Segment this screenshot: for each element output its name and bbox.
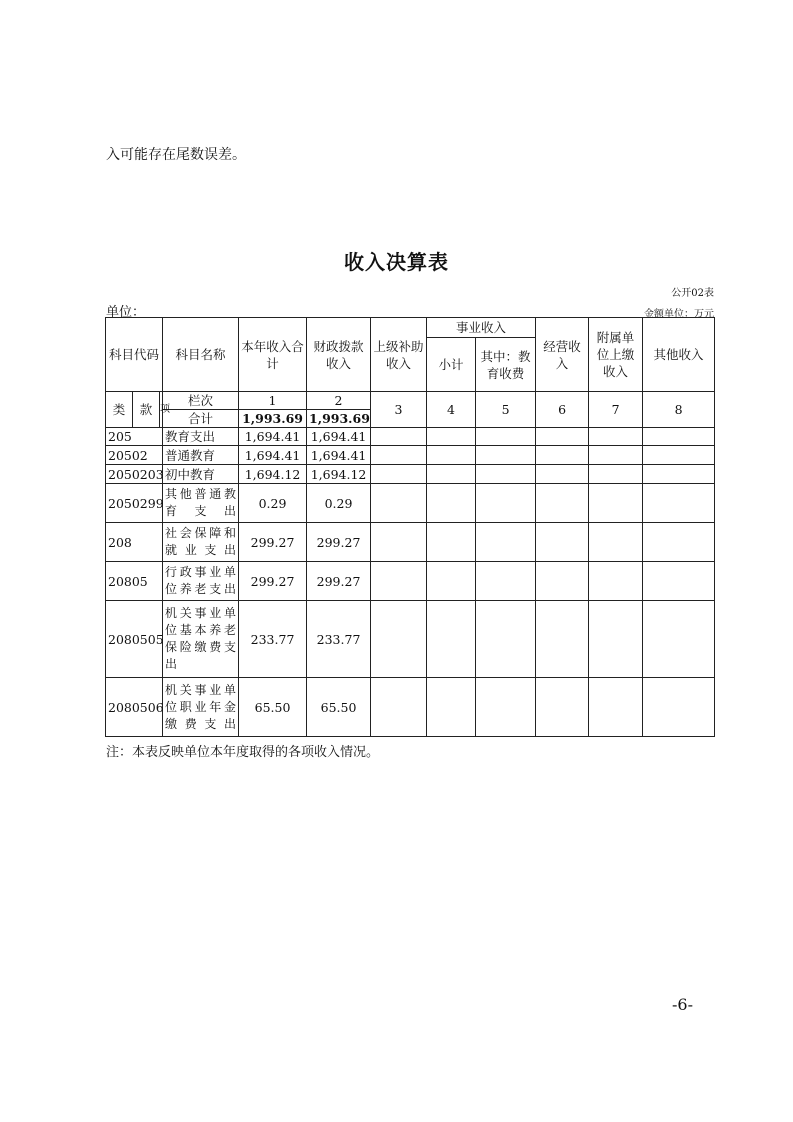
- col-num-4: 4: [427, 392, 476, 428]
- row-fiscal: 1,694.41: [307, 446, 371, 465]
- row-code: 2080506: [106, 678, 163, 737]
- row-fiscal: 233.77: [307, 601, 371, 678]
- row-total: 299.27: [239, 562, 307, 601]
- col-num-1: 1: [239, 392, 307, 410]
- row-code: 20805: [106, 562, 163, 601]
- table-row: [106, 465, 715, 484]
- row-fiscal: 299.27: [307, 562, 371, 601]
- row-code: 20502: [106, 446, 163, 465]
- col-num-6: 6: [536, 392, 589, 428]
- amount-unit: 金额单位：万元: [644, 309, 714, 320]
- row-code: 2050299: [106, 484, 163, 523]
- table-row: [106, 484, 715, 523]
- row-code: 2050203: [106, 465, 163, 484]
- table-row: [106, 562, 715, 601]
- row-fiscal: 1,694.41: [307, 428, 371, 446]
- table-row: [106, 428, 715, 446]
- table-row: [106, 523, 715, 562]
- page-title: 收入决算表: [344, 250, 449, 274]
- header-subtotal: 小计: [427, 338, 476, 392]
- row-total: 1,694.41: [239, 446, 307, 465]
- row-code: 2080505: [106, 601, 163, 678]
- page-number: -6-: [672, 995, 693, 1014]
- header-code: 科目代码: [106, 318, 163, 392]
- row-name: 机关事业单位职业年金缴费支出: [165, 682, 237, 731]
- row-fiscal: 65.50: [307, 678, 371, 737]
- row-total: 0.29: [239, 484, 307, 523]
- header-lei: 类: [106, 392, 133, 428]
- header-business: 事业收入: [427, 318, 536, 338]
- total-row-total: 1,993.69: [239, 410, 307, 428]
- total-row-fiscal: 1,993.69: [307, 410, 371, 428]
- col-num-3: 3: [371, 392, 427, 428]
- row-total: 233.77: [239, 601, 307, 678]
- header-other: 其他收入: [643, 318, 715, 392]
- header-kuan: 款: [133, 392, 160, 428]
- row-fiscal: 1,694.12: [307, 465, 371, 484]
- col-num-2: 2: [307, 392, 371, 410]
- col-num-5: 5: [476, 392, 536, 428]
- table-row: [106, 601, 715, 678]
- header-fiscal: 财政拨款收入: [307, 318, 371, 392]
- row-name: 普通教育: [163, 446, 239, 465]
- row-code: 205: [106, 428, 163, 446]
- header-operating: 经营收入: [536, 318, 589, 392]
- header-superior: 上级补助收入: [371, 318, 427, 392]
- row-name: 教育支出: [163, 428, 239, 446]
- row-total: 1,694.12: [239, 465, 307, 484]
- row-fiscal: 0.29: [307, 484, 371, 523]
- header-name: 科目名称: [163, 318, 239, 392]
- table-row: [106, 678, 715, 737]
- row-name: 初中教育: [163, 465, 239, 484]
- table-row: [106, 446, 715, 465]
- row-code: 208: [106, 523, 163, 562]
- header-lanci: 栏次: [163, 392, 239, 410]
- continuation-text: 入可能存在尾数误差。: [106, 147, 246, 163]
- col-num-7: 7: [589, 392, 643, 428]
- row-total: 1,694.41: [239, 428, 307, 446]
- row-name: 其他普通教育支出: [165, 487, 237, 518]
- row-name: 机关事业单位基本养老保险缴费支出: [165, 606, 237, 671]
- row-total: 299.27: [239, 523, 307, 562]
- row-total: 65.50: [239, 678, 307, 737]
- row-name: 社会保障和就业支出: [165, 526, 237, 557]
- form-number: 公开02表: [671, 288, 714, 299]
- row-name: 行政事业单位养老支出: [165, 565, 237, 596]
- income-table: [105, 317, 715, 737]
- unit-label: 单位：: [106, 305, 146, 320]
- total-row-label: 合计: [163, 410, 239, 428]
- col-num-8: 8: [643, 392, 715, 428]
- row-fiscal: 299.27: [307, 523, 371, 562]
- header-total: 本年收入合计: [239, 318, 307, 392]
- header-xiang: 项: [160, 392, 163, 428]
- header-affiliated: 附属单位上缴收入: [589, 318, 643, 392]
- table-note: 注：本表反映单位本年度取得的各项收入情况。: [106, 745, 380, 760]
- header-edu-fee: 其中：教育收费: [476, 338, 536, 392]
